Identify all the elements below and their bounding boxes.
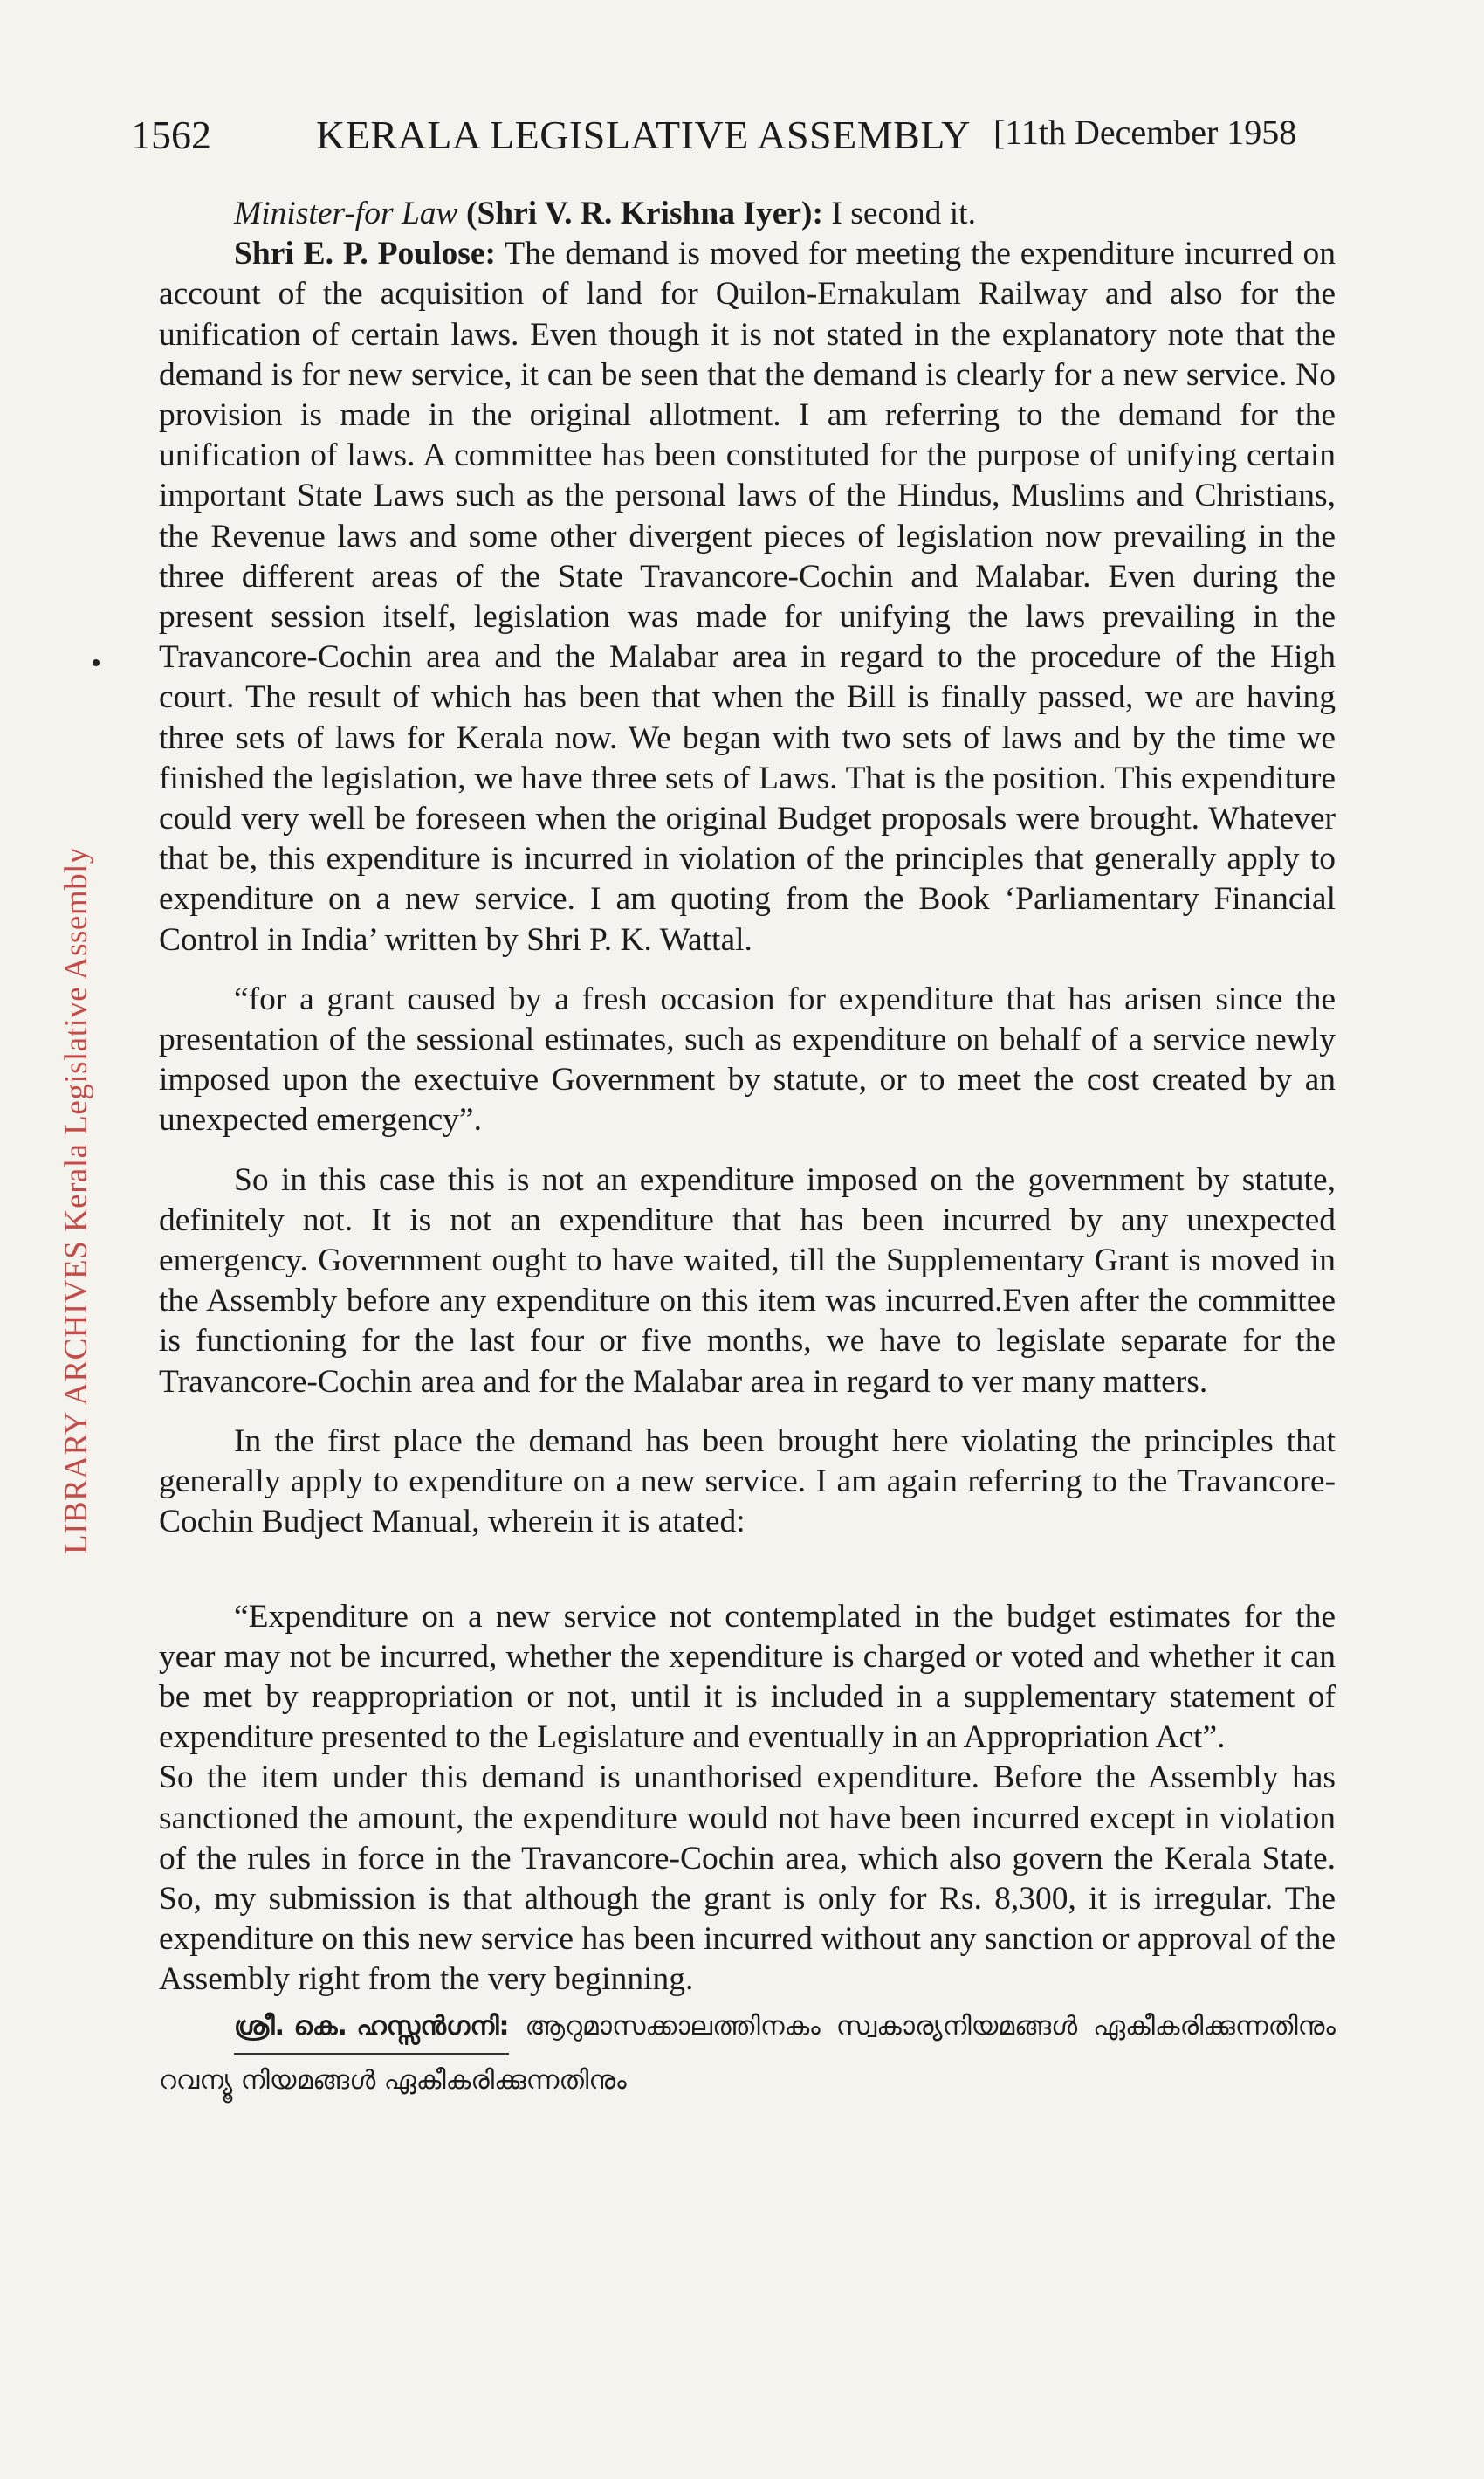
paragraph: So the item under this demand is unanthorised expenditure. Before the Assembly has sanctioned the amount, the expenditure would not have been incurred except in violation of the rules in force in the Travancore-Cochin area, which also govern the Kerala State. So, my submission is that although the grant is only for Rs. 8,300, it is irregular. The expenditure on this new service has been incurred without any sanction or approval of the Assembly right from the very beginning. (159, 1759, 1336, 1998)
paragraph: In the first place the demand has been brought here violating the principles that generally apply to expenditure on a new service. I am again referring to the Travancore-Cochin Budject Manual, wherein it is atated: (159, 1422, 1336, 1540)
paragraph (159, 2000, 1336, 2107)
speaker-name: ശ്രീ. കെ. ഹസ്സൻഗനി: (234, 2000, 509, 2055)
page-date: [11th December 1958 (993, 113, 1297, 152)
paragraph-text: ആറുമാസക്കാലത്തിനകം സ്വകാര്യനിയമങ്ങൾ ഏകീകരിക്കുന്നതിനും റവന്യൂ നിയമങ്ങൾ ഏകീകരിക്കുന്നതിനും (159, 2010, 1336, 2096)
archive-watermark: LIBRARY ARCHIVES Kerala Legislative Assembly (58, 847, 94, 1554)
page-number: 1562 (131, 113, 211, 157)
speaker-name: (Shri V. R. Krishna Iyer): (465, 196, 824, 231)
speaker-name: Shri E. P. Poulose: (234, 236, 497, 272)
speaker-role: Minister-for Law (234, 196, 458, 231)
paragraph: So in this case this is not an expenditure imposed on the government by statute, definitely not. It is not an expenditure that has been incurred by any unexpected emergency. Government ought to have waited, till the Supplementary Grant is moved in the Assembly before any expenditure on this item was incurred.Even after the committee is functioning for the last four or five months, we have to legislate separate for the Travancore-Cochin area and for the Malabar area in regard to ver many matters. (159, 1161, 1336, 1400)
quotation: “for a grant caused by a fresh occasion for expenditure that has arisen since the presentation of the sessional estimates, such as expenditure on behalf of a service newly imposed upon the exectuive Government by statute, or to meet the cost created by an unexpected emergency”. (159, 981, 1336, 1139)
page-title: KERALA LEGISLATIVE ASSEMBLY (316, 113, 972, 157)
margin-dot (93, 659, 100, 666)
page-header (131, 112, 1318, 173)
quotation: “Expenditure on a new service not contemplated in the budget estimates for the year may not be incurred, whether the xependiture is charged or voted and whether it can be met by reappropriation or not, until it is included in a supplementary statement of expenditure presented to the Legislature and eventually in an Appropriation Act”. (159, 1598, 1336, 1756)
paragraph-text: I second it. (823, 196, 976, 231)
page-body (159, 194, 1336, 2107)
paragraph (159, 234, 1336, 961)
paragraph (159, 194, 1336, 234)
paragraph-text: The demand is moved for meeting the expenditure incurred on account of the acquisition of land for Quilon-Ernakulam Railway and also for the unification of certain laws. Even though it is not stated in the explanatory note that the demand is for new service, it can be seen that the demand is clearly for a new service. No provision is made in the original allotment. I am referring to the demand for the unification of laws. A committee has been constituted for the purpose of unifying certain important State Laws such as the personal laws of the Hindus, Muslims and Christians, the Revenue laws and some other divergent pieces of legislation now prevailing in the three different areas of the State Travancore-Cochin and Malabar. Even during the present session itself, legislation was made for unifying the laws prevailing in the Travancore-Cochin area and the Malabar area in regard to the procedure of the High court. The result of which has been that when the Bill is finally passed, we are having three sets of laws for Kerala now. We began with two sets of laws and by the time we finished the legislation, we have three sets of Laws. That is the position. This expenditure could very well be foreseen when the original Budget proposals were brought. Whatever that be, this expenditure is incurred in violation of the principles that generally apply to expenditure on a new service. I am quoting from the Book ‘Parliamentary Financial Control in India’ written by Shri P. K. Wattal. (159, 236, 1336, 958)
